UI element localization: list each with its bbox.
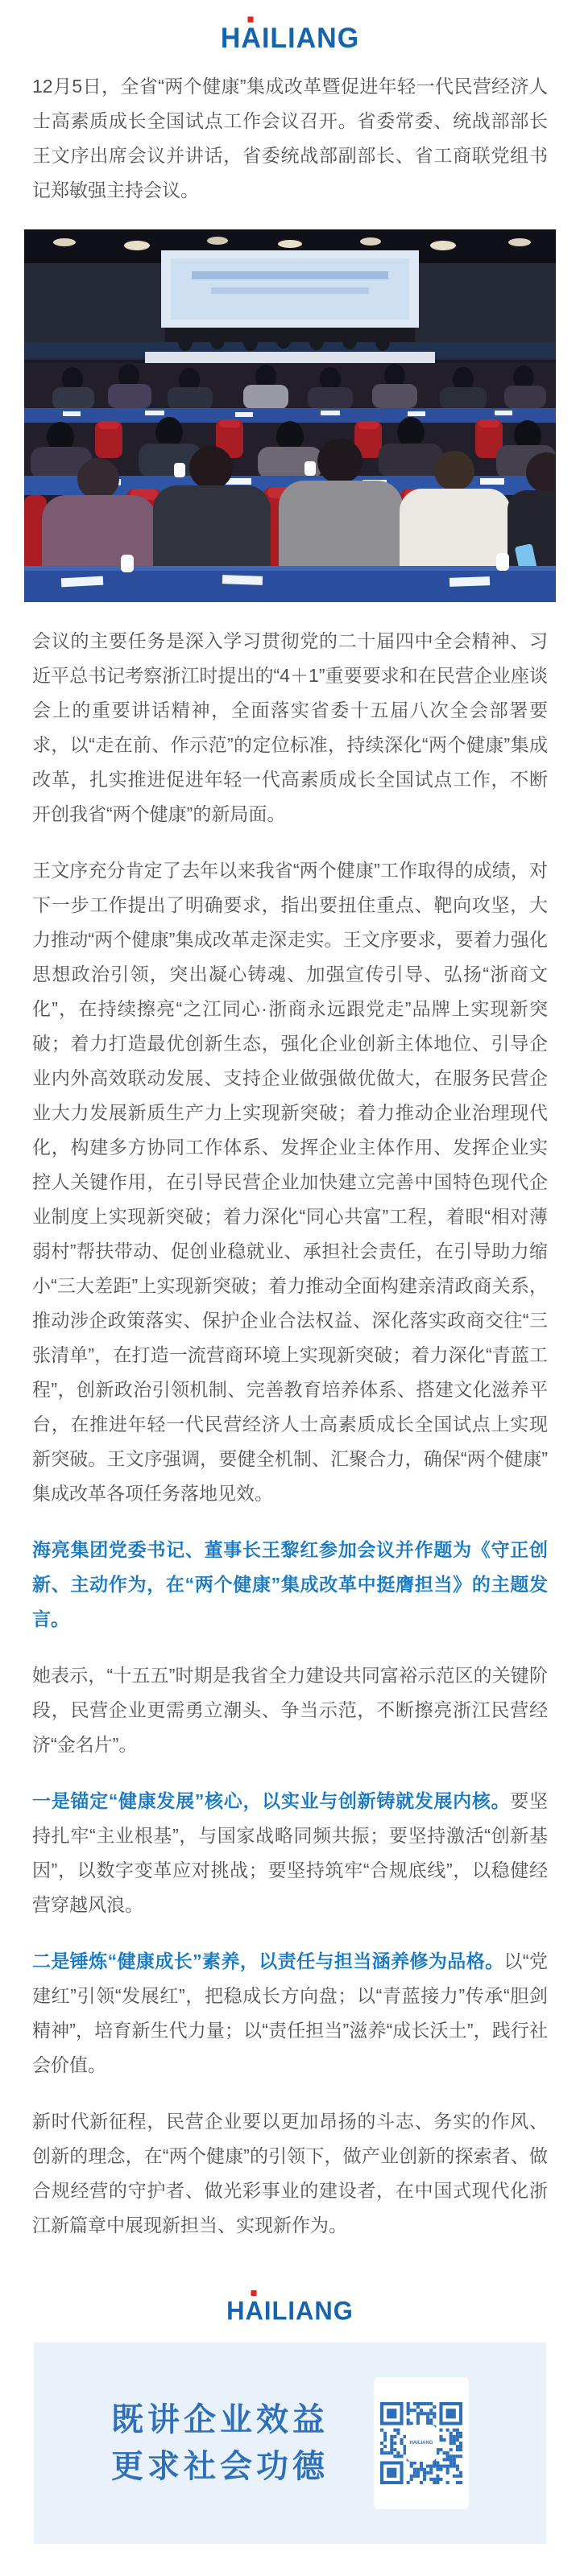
footer-banner: [34, 2343, 546, 2544]
paragraph-closing: [32, 2104, 548, 2243]
paragraph-intro: [32, 69, 548, 208]
slogan-line-1: 既讲企业效益: [111, 2402, 329, 2438]
conference-photo-illustration: [24, 229, 556, 602]
paragraph-point-one: [32, 1784, 548, 1922]
paragraph-lead: 一是锚定“健康发展”核心，以实业与创新铸就发展内核。: [32, 1790, 511, 1811]
paragraph-wang-lihong-highlight: [32, 1533, 548, 1637]
logo-letters-rest: ILIANG: [261, 22, 360, 55]
paragraph-point-two: [32, 1944, 548, 2083]
paragraph-text: 要坚持扎牢“主业根基”，与国家战略同频共振；要坚持激活“创新基因”，以数字变革应对挑战；要坚持筑牢“合规底线”，以稳健经营穿越风浪。: [32, 1790, 549, 1915]
slogan-line-2: 更求社会功德: [111, 2449, 329, 2484]
paragraph-lead: 二是锤炼“健康成长”素养，以责任与担当涵养修为品格。: [32, 1951, 504, 1971]
paragraph-text: 12月5日，全省“两个健康”集成改革暨促进年轻一代民营经济人士高素质成长全国试点工作会议召开。省委常委、统战部部长王文序出席会议并讲话，省委统战部副部长、省工商联党组书记郑敏强主持会议。: [32, 76, 548, 200]
paragraph-wang-remarks: [32, 853, 548, 1511]
paragraph-text: 以“党建红”引领“发展红”，把稳成长方向盘；以“青蓝接力”传承“胆剑精神”，培育新生代力量；以“责任担当”滋养“成长沃土”，践行社会价值。: [32, 1951, 548, 2075]
paragraph-text: 会议的主要任务是深入学习贯彻党的二十届四中全会精神、习近平总书记考察浙江时提出的“4＋1”重要要求和在民营企业座谈会上的重要讲话精神，全面落实省委十五届八次全会部署要求，以“走在前、作示范”的定位标准，持续深化“两个健康”集成改革，扎实推进促进年轻一代高素质成长全国试点工作，不断开创我省“两个健康”的新局面。: [32, 630, 548, 824]
paragraph-text: 王文序充分肯定了去年以来我省“两个健康”工作取得的成绩，对下一步工作提出了明确要求，指出要扭住重点、靶向攻坚，大力推动“两个健康”集成改革走深走实。王文序要求，要着力强化思想政治引领，突出凝心铸魂、加强宣传引导、弘扬“浙商文化”，在持续擦亮“之江同心·浙商永远跟党走”品牌上实现新突破；着力打造最优创新生态，强化企业创新主体地位、引导企业内外高效联动发展、支持企业做强做优做大，在服务民营企业大力发展新质生产力上实现新突破；着力推动企业治理现代化，构建多方协同工作体系、发挥企业主体作用、发挥企业实控人关键作用，在引导民营企业加快建立完善中国特色现代企业制度上实现新突破；着力深化“同心共富”工程，着眼“相对薄弱村”帮扶带动、促创业稳就业、承担社会责任，在引导助力缩小“三大差距”上实现新突破；着力推动全面构建亲清政商关系，推动涉企政策落实、保护企业合法权益、深化落实政商交往“三张清单”，在打造一流营商环境上实现新突破；着力深化“青蓝工程”，创新政治引领机制、完善教育培养体系、搭建文化滋养平台，在推进年轻一代民营经济人士高素质成长全国试点上实现新突破。王文序强调，要健全机制、汇聚合力，确保“两个健康”集成改革各项任务落地见效。: [32, 860, 548, 1504]
hailiang-footer-logo: [0, 2296, 580, 2326]
paragraph-she-said: [32, 1658, 548, 1762]
qr-center-logo-chip: HAILIANG: [408, 2426, 435, 2460]
footer-slogan: [111, 2396, 329, 2490]
logo-letter-h: H: [226, 2296, 246, 2326]
logo-letter-h: H: [220, 22, 242, 55]
paragraph-text: 新时代新征程，民营企业要以更加昂扬的斗志、务实的作风、创新的理念，在“两个健康”的引领下，做产业创新的探索者、做合规经营的守护者、做光彩事业的建设者，在中国式现代化浙江新篇章中展现新担当、实现新作为。: [32, 2111, 548, 2235]
paragraph-task: [32, 624, 548, 832]
paragraph-lead: 海亮集团党委书记、董事长王黎红参加会议并作题为《守正创新、主动作为，在“两个健康”集成改革中挺膺担当》的主题发言。: [32, 1539, 548, 1629]
logo-letters-rest: ILIANG: [263, 2296, 354, 2326]
article-body: [0, 69, 580, 2243]
logo-letter-a-with-red-dot: A: [245, 2296, 264, 2326]
hailiang-logo: [0, 0, 580, 55]
qr-card: [374, 2377, 469, 2509]
paragraph-text: 她表示，“十五五”时期是我省全力建设共同富裕示范区的关键阶段，民营企业更需勇立潮头、争当示范，不断擦亮浙江民营经济“金名片”。: [32, 1665, 548, 1755]
logo-letter-a-with-red-dot: A: [241, 22, 262, 55]
article-footer: [0, 2264, 580, 2544]
conference-photo[interactable]: [24, 229, 556, 602]
